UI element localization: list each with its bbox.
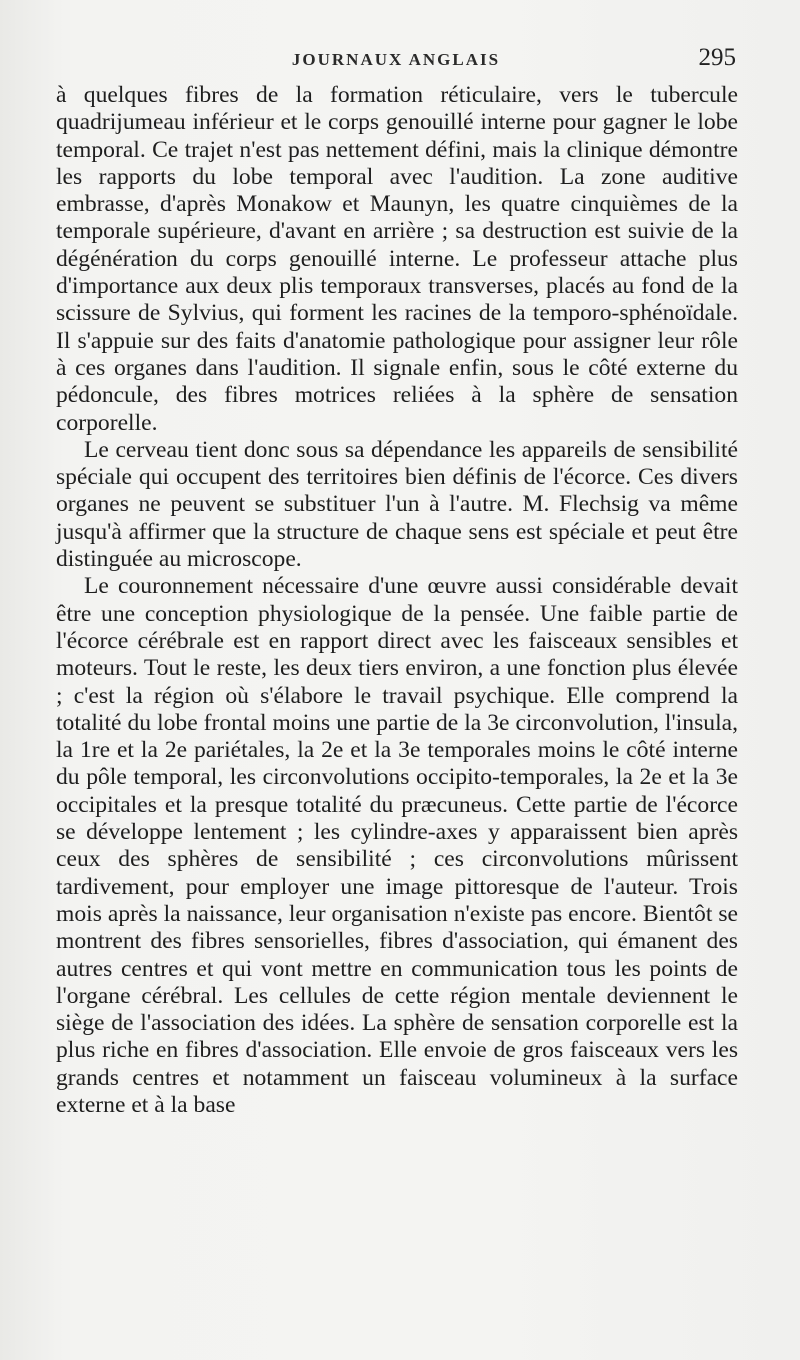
- body-text: [56, 82, 738, 1119]
- page-number: 295: [698, 44, 736, 71]
- paragraph-1: à quelques fibres de la formation réticulaire, vers le tubercule quadrijumeau inférieur et le corps genouillé interne pour gagner le lobe temporal. Ce trajet n'est pas nettement défini, mais la clinique démontre les rapports du lobe temporal avec l'audition. La zone auditive embrasse, d'après Monakow et Maunyn, les quatre cinquièmes de la temporale supérieure, d'avant en arrière ; sa destruction est suivie de la dégénération du corps genouillé interne. Le professeur attache plus d'importance aux deux plis temporaux transverses, placés au fond de la scissure de Sylvius, qui forment les racines de la temporo-sphénoïdale. Il s'appuie sur des faits d'anatomie pathologique pour assigner leur rôle à ces organes dans l'audition. Il signale enfin, sous le côté externe du pédoncule, des fibres motrices reliées à la sphère de sensation corporelle.: [56, 82, 738, 436]
- paragraph-3: Le couronnement nécessaire d'une œuvre aussi considérable devait être une conception physiologique de la pensée. Une faible partie de l'écorce cérébrale est en rapport direct avec les faisceaux sensibles et moteurs. Tout le reste, les deux tiers environ, a une fonction plus élevée ; c'est la région où s'élabore le travail psychique. Elle comprend la totalité du lobe frontal moins une partie de la 3e circonvolution, l'insula, la 1re et la 2e pariétales, la 2e et la 3e temporales moins le côté interne du pôle temporal, les circonvolutions occipito-temporales, la 2e et la 3e occipitales et la presque totalité du præcuneus. Cette partie de l'écorce se développe lentement ; les cylindre-axes y apparaissent bien après ceux des sphères de sensibilité ; ces circonvolutions mûrissent tardivement, pour employer une image pittoresque de l'auteur. Trois mois après la naissance, leur organisation n'existe pas encore. Bientôt se montrent des fibres sensorielles, fibres d'association, qui émanent des autres centres et qui vont mettre en communication tous les points de l'organe cérébral. Les cellules de cette région mentale deviennent le siège de l'association des idées. La sphère de sensation corporelle est la plus riche en fibres d'association. Elle envoie de gros faisceaux vers les grands centres et notamment un faisceau volumineux à la surface externe et à la base: [56, 573, 738, 1118]
- running-head: JOURNAUX ANGLAIS: [291, 50, 501, 69]
- paragraph-2: Le cerveau tient donc sous sa dépendance les appareils de sensibilité spéciale qui occupent des territoires bien définis de l'écorce. Ces divers organes ne peuvent se substituer l'un à l'autre. M. Flechsig va même jusqu'à affirmer que la structure de chaque sens est spéciale et peut être distinguée au microscope.: [56, 436, 738, 573]
- page-header: [56, 44, 736, 78]
